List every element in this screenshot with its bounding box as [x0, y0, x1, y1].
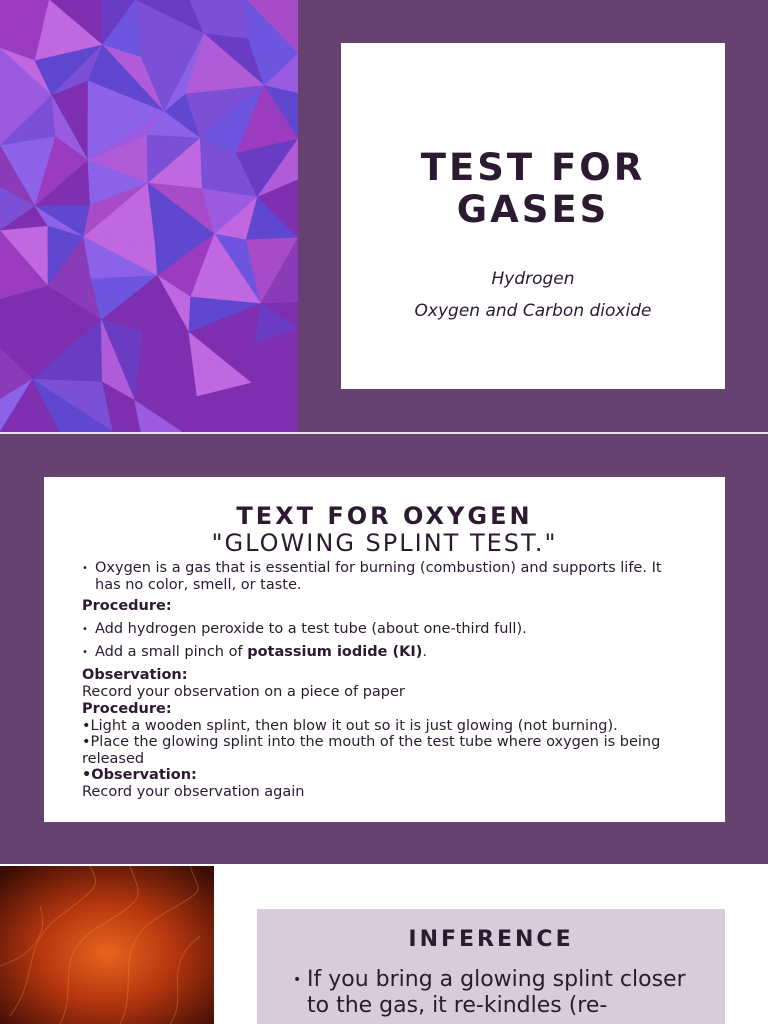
purple-polygon-image — [0, 0, 298, 432]
procedure2-label: Procedure: — [82, 700, 172, 717]
subtitle-oxygen-co2: Oxygen and Carbon dioxide — [414, 301, 652, 321]
fire-image — [0, 866, 214, 1024]
observation2-label: Observation: — [91, 767, 197, 783]
inference-slide — [0, 864, 768, 1024]
procedure2-line-2: •Place the glowing splint into the mouth of the test tube where oxygen is being released — [82, 734, 661, 767]
title-text: TEST FOR GASES — [420, 146, 646, 231]
inference-title: INFERENCE — [408, 927, 574, 952]
step2-chemical: potassium iodide (KI) — [247, 644, 423, 660]
observation2-text: Record your observation again — [82, 784, 305, 800]
procedure-label: Procedure: — [82, 598, 172, 614]
observation-text: Record your observation on a piece of paper — [82, 684, 405, 700]
observation-label: Observation: — [82, 667, 188, 683]
inference-card — [257, 909, 725, 1024]
procedure-step-2 — [82, 644, 687, 661]
procedure2-line-1: •Light a wooden splint, then blow it out so it is just glowing (not burning). — [82, 717, 618, 734]
observation2-row — [82, 767, 687, 784]
step2-prefix: Add a small pinch of — [95, 644, 248, 660]
title-card — [341, 43, 725, 389]
oxygen-content-card — [44, 477, 725, 822]
slide-title — [341, 147, 725, 231]
glowing-splint-subtitle: "GLOWING SPLINT TEST." — [211, 529, 558, 557]
title-slide — [0, 0, 768, 432]
subtitle-hydrogen: Hydrogen — [491, 269, 575, 289]
intro-bullet: • Oxygen is a gas that is essential for burning (combustion) and supports life. It has no color, smell, or taste. — [82, 560, 687, 594]
step2-suffix: . — [422, 644, 427, 660]
oxygen-test-slide — [0, 434, 768, 864]
observation2-bullet: • — [82, 767, 92, 783]
inference-bullet: • If you bring a glowing splint closer to the gas, it re-kindles (re- — [293, 967, 689, 1019]
procedure-step-1: • Add hydrogen peroxide to a test tube (about one-third full). — [82, 621, 687, 638]
oxygen-title: TEXT FOR OXYGEN — [236, 502, 533, 530]
